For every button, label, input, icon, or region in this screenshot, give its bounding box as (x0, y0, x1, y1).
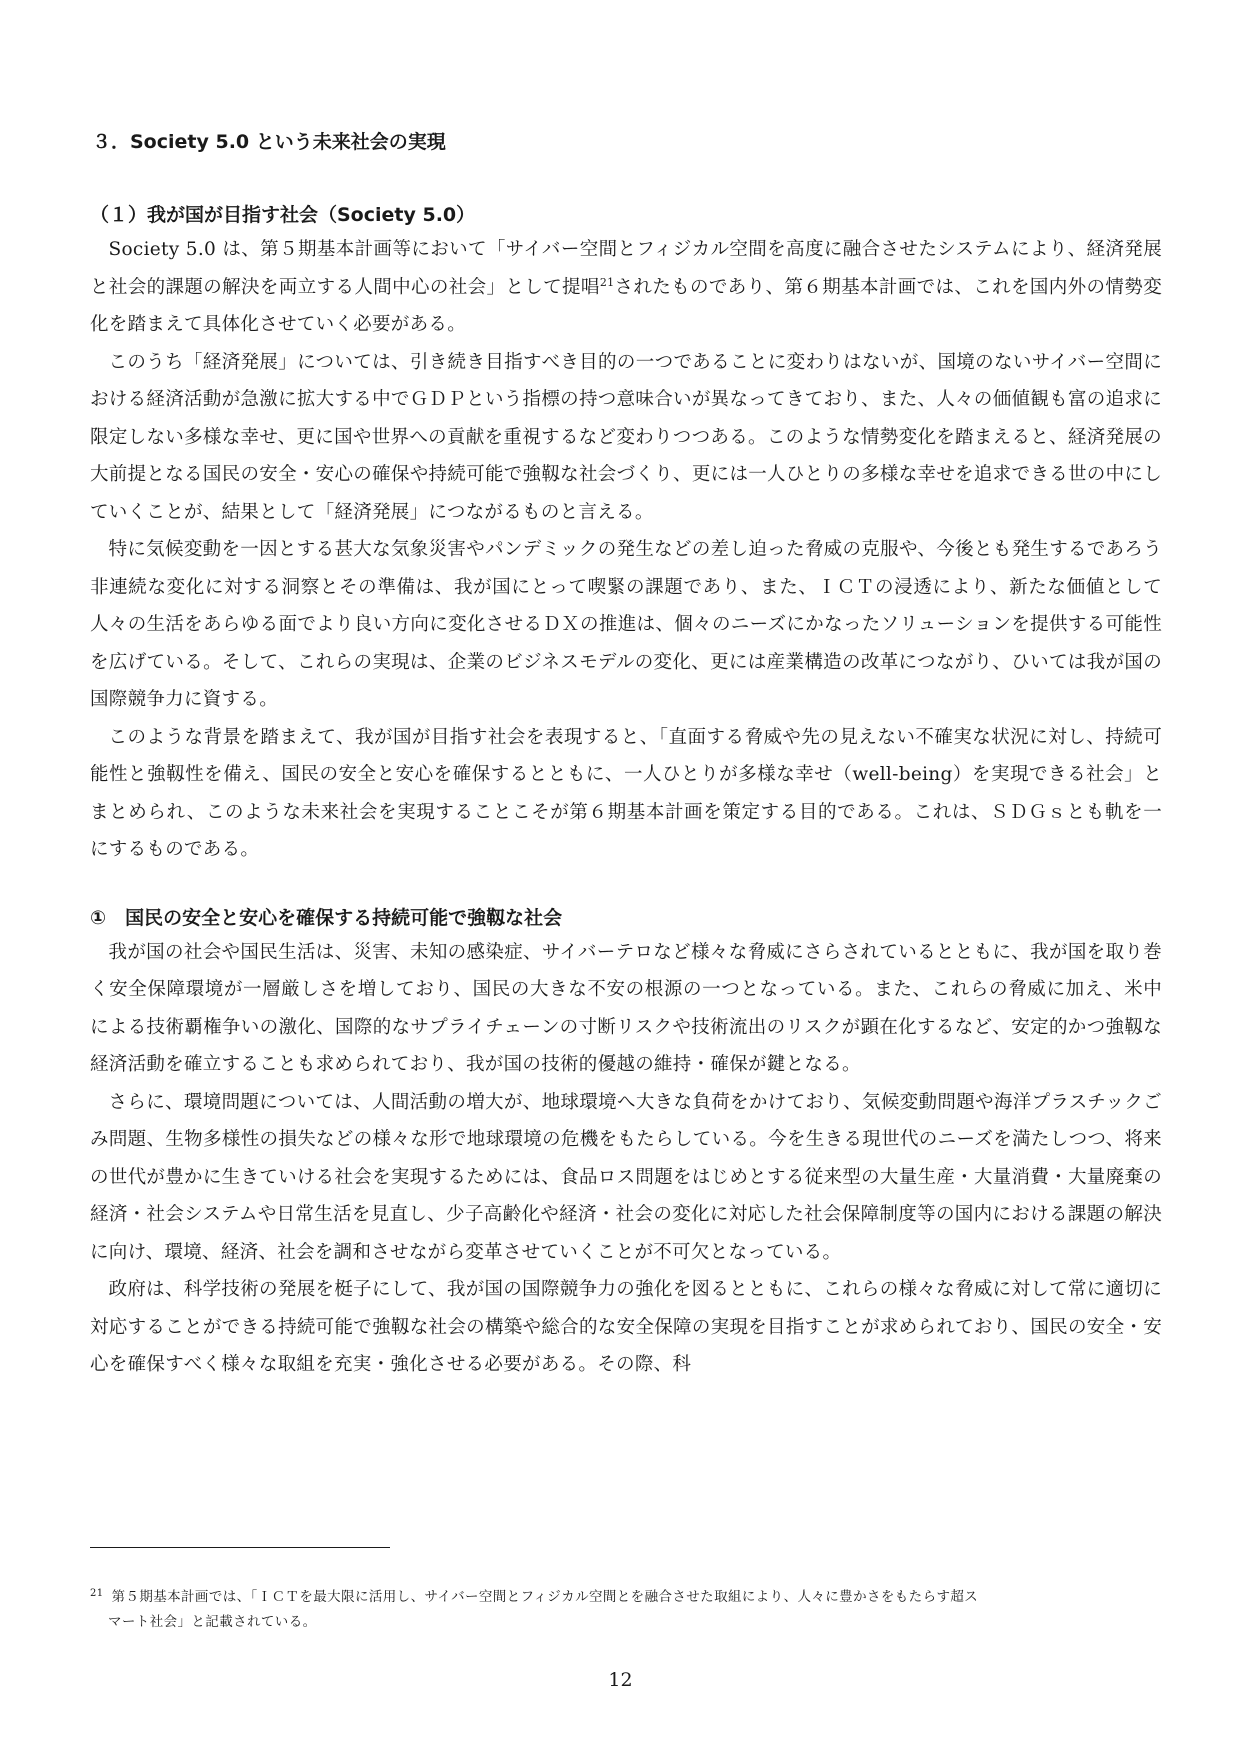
subsection-title-safety: ① 国民の安全と安心を確保する持続可能で強靱な社会 (90, 906, 563, 929)
paragraph-text: Society 5.0 は、第５期基本計画等において「サイバー空間とフィジカル空間を高度に融合させたシステムにより、経済発展と社会的課題の解決を両立する人間中心の社会」として提唱 (90, 239, 1162, 298)
subsection-title-society5: （１）我が国が目指す社会（Society 5.0） (90, 204, 476, 226)
paragraph: 政府は、科学技術の発展を梃子にして、我が国の国際競争力の強化を図るとともに、これらの様々な脅威に対して常に適切に対応することができる持続可能で強靱な社会の構築や総合的な安全保障の実現を目指すことが求められており、国民の安全・安心を確保すべく様々な取組を充実・強化させる必要がある。その際、科 (90, 1279, 1162, 1375)
page-number: 12 (608, 1669, 633, 1691)
footnote (90, 1585, 1162, 1635)
paragraph: 特に気候変動を一因とする甚大な気象災害やパンデミックの発生などの差し迫った脅威の克服や、今後とも発生するであろう非連続な変化に対する洞察とその準備は、我が国にとって喫緊の課題であり、また、ＩＣＴの浸透により、新たな価値として人々の生活をあらゆる面でより良い方向に変化させるＤＸの推進は、個々のニーズにかなったソリューションを提供する可能性を広げている。そして、これらの実現は、企業のビジネスモデルの変化、更には産業構造の改革につながり、ひいては我が国の国際競争力に資する。 (90, 539, 1162, 710)
footnote-reference[interactable]: 21 (599, 275, 615, 289)
body-content (90, 128, 1162, 1384)
paragraph: さらに、環境問題については、人間活動の増大が、地球環境へ大きな負荷をかけており、気候変動問題や海洋プラスチックごみ問題、生物多様性の損失などの様々な形で地球環境の危機をもたらしている。今を生きる現世代のニーズを満たしつつ、将来の世代が豊かに生きていける社会を実現するためには、食品ロス問題をはじめとする従来型の大量生産・大量消費・大量廃棄の経済・社会システムや日常生活を見直し、少子高齢化や経済・社会の変化に対応した社会保障制度等の国内における課題の解決に向け、環境、経済、社会を調和させながら変革させていくことが不可欠となっている。 (90, 1091, 1162, 1263)
footnote-text: 第５期基本計画では、「ＩＣＴを最大限に活用し、サイバー空間とフィジカル空間とを融合させた取組により、人々に豊かさをもたらす超ス (111, 1589, 979, 1605)
paragraph: 我が国の社会や国民生活は、災害、未知の感染症、サイバーテロなど様々な脅威にさらされているとともに、我が国を取り巻く安全保障環境が一層厳しさを増しており、国民の大きな不安の根源の一つとなっている。また、これらの脅威に加え、米中による技術覇権争いの激化、国際的なサプライチェーンの寸断リスクや技術流出のリスクが顕在化するなど、安定的かつ強靱な経済活動を確立することも求められており、我が国の技術的優越の維持・確保が鍵となる。 (90, 941, 1162, 1075)
footnote-text-continued: マート社会」と記載されている。 (108, 1614, 317, 1630)
footnote-divider (90, 1547, 390, 1548)
paragraph (90, 231, 1162, 344)
section-title: ３．Society 5.0 という未来社会の実現 (92, 131, 446, 153)
paragraph: このような背景を踏まえて、我が国が目指す社会を表現すると、「直面する脅威や先の見えない不確実な状況に対し、持続可能性と強靱性を備え、国民の安全と安心を確保するとともに、一人ひとりが多様な幸せ（well-being）を実現できる社会」とまとめられ、このような未来社会を実現することこそが第６期基本計画を策定する目的である。これは、ＳＤＧｓとも軌を一にするものである。 (90, 726, 1162, 860)
paragraph-text: されたものであり、第６期基本計画では、これを国内外の情勢変化を踏まえて具体化させていく必要がある。 (90, 276, 1162, 335)
paragraph: このうち「経済発展」については、引き続き目指すべき目的の一つであることに変わりはないが、国境のないサイバー空間における経済活動が急激に拡大する中でＧＤＰという指標の持つ意味合いが異なってきており、また、人々の価値観も富の追求に限定しない多様な幸せ、更に国や世界への貢献を重視するなど変わりつつある。このような情勢変化を踏まえると、経済発展の大前提となる国民の安全・安心の確保や持続可能で強靱な社会づくり、更には一人ひとりの多様な幸せを追求できる世の中にしていくことが、結果として「経済発展」につながるものと言える。 (90, 351, 1162, 523)
footnote-number: 21 (90, 1587, 104, 1599)
